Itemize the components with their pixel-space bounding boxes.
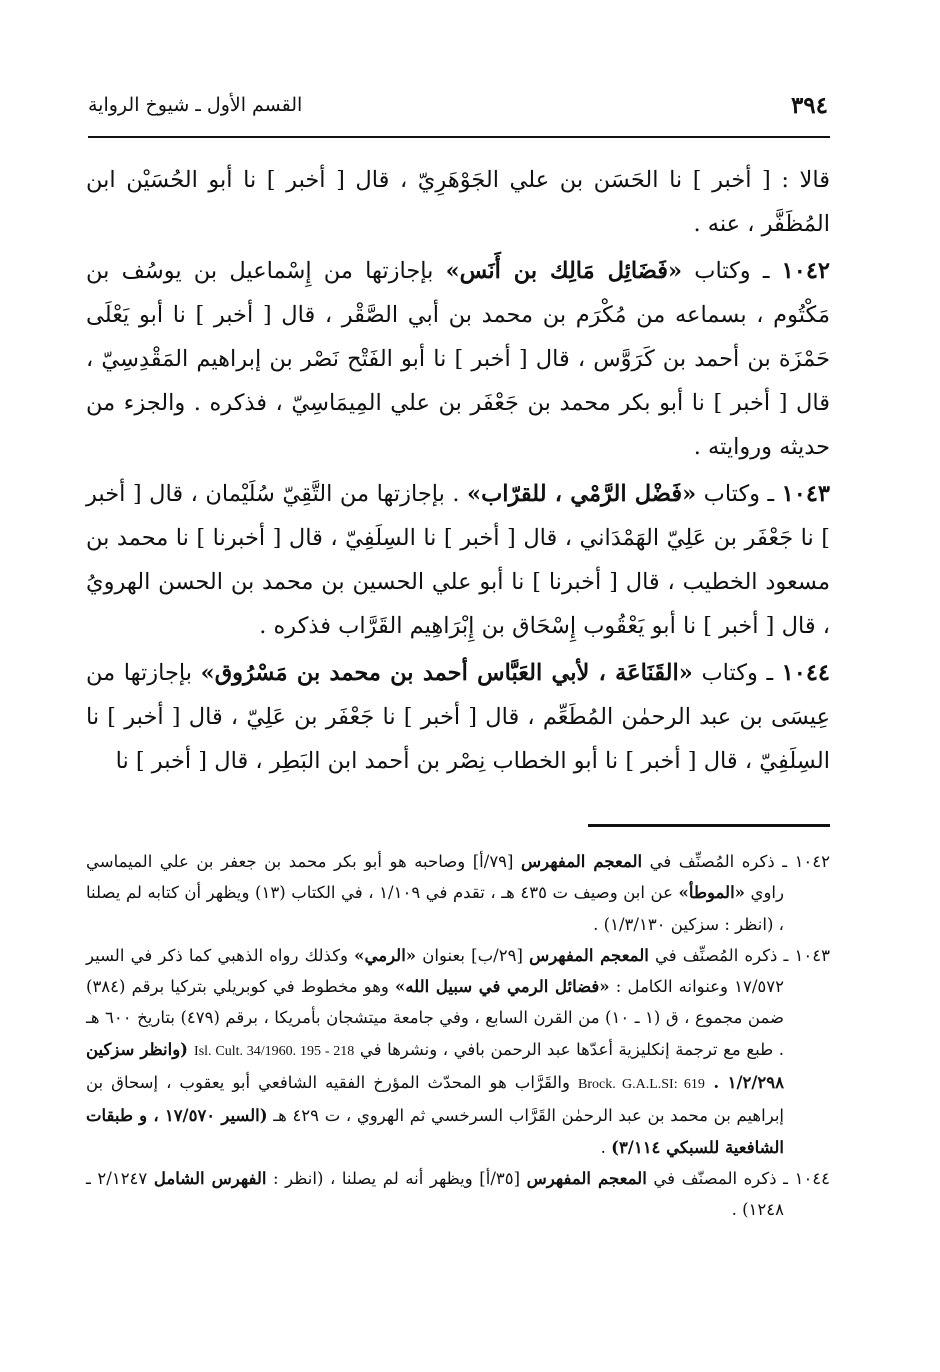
entry-prefix: ـ وكتاب xyxy=(682,258,782,284)
entry-number: ١٠٤٢ xyxy=(781,258,830,284)
footnote-bold: المعجم المفهرس xyxy=(529,945,649,965)
footnote-text: عن ابن وصيف ت ٤٣٥ هـ ، تقدم في ١/١٠٩ ، في الكتاب (١٣) ويظهر أن كتابه لم يصلنا ، (انظر : سزكين ١/٣/١٣٠) . xyxy=(86,883,784,934)
footnote-text: [٢٩/ب] بعنوان xyxy=(416,945,530,965)
footnote-bold: الفهرس الشامل xyxy=(153,1168,267,1188)
intro-text: قالا : [ أخبر ] نا الحَسَن بن علي الجَوْهَرِيّ ، قال [ أخبر ] نا أبو الحُسَيْن ابن المُظَفَّر ، عنه . xyxy=(86,167,830,237)
footnote-bold: المعجم المفهرس xyxy=(526,1168,647,1188)
footnote-text: وهو مخطوط في كوبريلي بتركيا برقم (٣٨٤) ضمن مجموع ، ق (١ ـ ١٠) من القرن السابع ، وفي جامعة ميتشجان بأمريكا ، برقم (٤٧٩) بتاريخ ٦٠٠ هـ . طبع مع ترجمة إنكليزية أعدّها عبد الرحمن بافي ، ونشرها في xyxy=(86,977,785,1059)
entry-1043 xyxy=(86,472,830,648)
footnote-text: [٧٩/أ] وصاحبه هو أبو بكر محمد بن جعفر بن علي الميماسي راوي xyxy=(86,852,784,903)
footnote-bold: المعجم المفهرس xyxy=(521,852,643,871)
footnote-text: ٢/١٢٤٧ ـ ١٢٤٨) . xyxy=(86,1168,784,1220)
footnote-1044 xyxy=(86,1163,830,1226)
entry-number: ١٠٤٣ xyxy=(781,481,831,507)
footnote-bold: (السير ١٧/٥٧٠ ، و طبقات الشافعية للسبكي ٣/١١٤) xyxy=(86,1106,784,1157)
footnote-1043 xyxy=(86,940,830,1163)
footnote-text: ـ ذكره المصنّف في xyxy=(646,1168,795,1188)
entry-1042 xyxy=(86,249,830,469)
entry-prefix: ـ وكتاب xyxy=(696,481,782,507)
footnote-bold: «الرمي» xyxy=(354,945,417,965)
book-title: «فَضَائِل مَالِك بن أَنَس» xyxy=(445,258,683,284)
footnote-latin-ref: Isl. Cult. 34/1960. 195 - 218 xyxy=(194,1043,355,1059)
footnotes xyxy=(86,846,830,1226)
entry-text: . بإجازتها من التَّقِيّ سُلَيْمان ، قال [ أخبر ] نا جَعْفَر بن عَلِيّ الهَمْدَاني ، قال [ أخبر ] نا السِلَفِيّ ، قال [ أخبرنا ] نا محمد بن مسعود الخطيب ، قال [ أخبرنا ] نا أبو علي الحسين بن محمد بن الحسن الهرويُ ، قال [ أخبر ] نا أبو يَعْقُوب إِسْحَاق بن إِبْرَاهِيم القَرَّاب فذكره . xyxy=(86,481,830,639)
footnote-separator xyxy=(588,824,830,827)
footnote-bold: (وانظر سزكين ١/٢/٢٩٨ . xyxy=(86,1039,785,1093)
entry-1044 xyxy=(86,651,830,783)
footnote-latin-ref: Brock. G.A.L.SI: 619 xyxy=(577,1077,705,1093)
footnote-number: ١٠٤٤ xyxy=(794,1168,831,1188)
footnote-1042 xyxy=(86,846,830,940)
footnote-bold: «فضائل الرمي في سبيل الله» xyxy=(395,977,610,997)
header-rule xyxy=(88,136,830,138)
page-number: ٣٩٤ xyxy=(790,92,828,119)
footnote-number: ١٠٤٢ xyxy=(794,852,831,871)
main-text xyxy=(86,158,830,786)
page-header xyxy=(88,92,828,126)
entry-text: بإجازتها من إِسْماعيل بن يوسُف بن مَكْتُوم ، بسماعه من مُكْرَم بن محمد بن أبي الصَّقْر ، قال [ أخبر ] نا أبو يَعْلَى حَمْزَة بن أحمد بن كَرَوَّس ، قال [ أخبر ] نا أبو الفَتْح نَصْر بن إبراهيم المَقْدِسِيّ ، قال [ أخبر ] نا أبو بكر محمد بن جَعْفَر بن علي المِيمَاسِيّ ، فذكره . والجزء من حديثه وروايته . xyxy=(86,258,830,460)
footnote-text: [٣٥/أ] ويظهر أنه لم يصلنا ، (انظر : xyxy=(266,1168,527,1188)
entry-number: ١٠٤٤ xyxy=(781,660,830,686)
intro-paragraph xyxy=(86,158,830,246)
footnote-text: ـ ذكره المُصنِّف في xyxy=(648,945,795,965)
book-title: «القَنَاعَة ، لأبي العَبَّاس أحمد بن محمد بن مَسْرُوق» xyxy=(200,660,693,686)
entry-prefix: ـ وكتاب xyxy=(692,660,782,686)
running-title: القسم الأول ـ شيوخ الرواية xyxy=(88,94,303,116)
footnote-number: ١٠٤٣ xyxy=(794,945,830,965)
footnote-text: وكذلك رواه الذهبي كما ذكر في السير ١٧/٥٧٢ وعنوانه الكامل : xyxy=(86,945,785,997)
footnote-bold: «الموطأ» xyxy=(678,883,745,903)
footnote-text: والقَرَّاب هو المحدّث المؤرخ الفقيه الشافعي أبو يعقوب ، إسحاق بن إبراهيم بن محمد بن عبد الرحمٰن القَرَّاب السرخسي ثم الهروي ، ت ٤٢٩ هـ xyxy=(86,1073,784,1126)
book-title: «فَضْل الرَّمْي ، للقرّاب» xyxy=(467,481,697,507)
footnote-text: ـ ذكره المُصنِّف في xyxy=(642,852,795,871)
entry-text: بإجازتها من عِيسَى بن عبد الرحمٰن المُطَعِّم ، قال [ أخبر ] نا جَعْفَر بن عَلِيّ ، قال [ أخبر ] نا السِلَفِيّ ، قال [ أخبر ] نا أبو الخطاب نِصْر بن أحمد ابن البَطِر ، قال [ أخبر ] نا xyxy=(86,660,830,774)
footnote-text: . xyxy=(600,1137,612,1157)
